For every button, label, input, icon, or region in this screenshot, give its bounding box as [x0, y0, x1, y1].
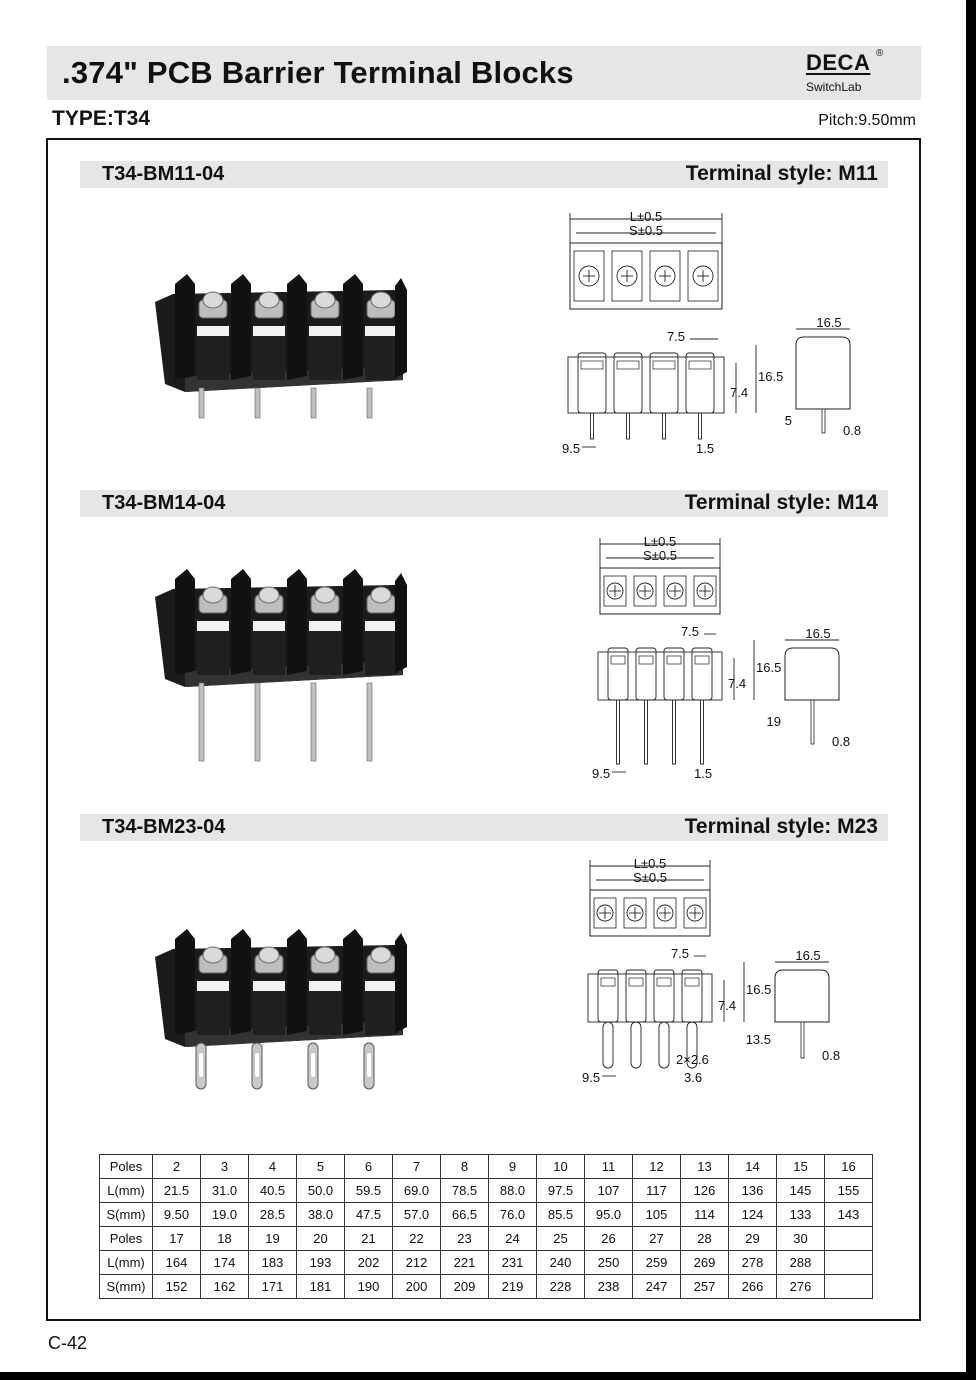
barrier-wall: [175, 569, 195, 675]
terminal-window: [309, 326, 341, 336]
table-cell: 107: [585, 1179, 633, 1203]
table-cell: 27: [633, 1227, 681, 1251]
table-cell: 164: [153, 1251, 201, 1275]
table-cell: 5: [297, 1155, 345, 1179]
front-screw: [695, 656, 709, 664]
drawing-svg: [560, 205, 880, 460]
table-cell: 8: [441, 1155, 489, 1179]
table-row: [100, 1275, 873, 1299]
dimension-label: S±0.5: [633, 870, 667, 885]
front-screw: [667, 656, 681, 664]
barrier-wall: [231, 569, 251, 675]
product-photo: [150, 925, 410, 1095]
pcb-pin: [255, 683, 260, 761]
pin-slot: [199, 1053, 203, 1077]
table-cell: 238: [585, 1275, 633, 1299]
dimension-drawing: [575, 852, 885, 1100]
table-cell: 28.5: [249, 1203, 297, 1227]
screw-head: [371, 947, 391, 963]
table-cell: 21: [345, 1227, 393, 1251]
terminal-cavity: [253, 631, 285, 675]
dimension-label: 7.5: [680, 624, 700, 639]
table-cell: 124: [729, 1203, 777, 1227]
table-cell: 2: [153, 1155, 201, 1179]
terminal-cavity: [197, 991, 229, 1035]
front-pin: [645, 700, 648, 764]
table-cell: 174: [201, 1251, 249, 1275]
table-cell: 181: [297, 1275, 345, 1299]
row-label: Poles: [100, 1227, 153, 1251]
table-cell: 3: [201, 1155, 249, 1179]
table-cell: 6: [345, 1155, 393, 1179]
terminal-cavity: [197, 631, 229, 675]
row-label: S(mm): [100, 1275, 153, 1299]
pcb-pin: [311, 683, 316, 761]
table-cell: 95.0: [585, 1203, 633, 1227]
table-cell: 250: [585, 1251, 633, 1275]
terminal-cavity: [309, 991, 341, 1035]
terminal-window: [197, 981, 229, 991]
table-cell: 9.50: [153, 1203, 201, 1227]
product-photo: [150, 270, 410, 420]
table-cell: 66.5: [441, 1203, 489, 1227]
barrier-wall: [231, 929, 251, 1035]
table-cell: 13: [681, 1155, 729, 1179]
table-cell: 117: [633, 1179, 681, 1203]
dimension-label: 16.5: [795, 948, 821, 963]
table-cell: 136: [729, 1179, 777, 1203]
pcb-pin: [311, 388, 316, 418]
table-cell: 200: [393, 1275, 441, 1299]
section-header: [80, 814, 888, 841]
pin-slot: [367, 1053, 371, 1077]
spec-table: [99, 1154, 873, 1299]
side-view: [775, 970, 829, 1022]
front-pin: [627, 413, 630, 439]
barrier-wall: [287, 569, 307, 675]
terminal-window: [197, 326, 229, 336]
section-header: [80, 490, 888, 517]
brand-name: DECA: [806, 50, 871, 75]
barrier-wall: [231, 274, 251, 380]
terminal-cavity: [197, 336, 229, 380]
table-cell: 85.5: [537, 1203, 585, 1227]
terminal-cavity: [365, 336, 397, 380]
screw-head: [203, 587, 223, 603]
dimension-label: L±0.5: [643, 534, 677, 549]
dimension-label: L±0.5: [633, 856, 667, 871]
dimension-label: 16.5: [805, 626, 831, 641]
pcb-pin: [199, 683, 204, 761]
table-cell: 231: [489, 1251, 537, 1275]
part-number: T34-BM14-04: [102, 492, 226, 514]
terminal-window: [309, 981, 341, 991]
table-cell: 28: [681, 1227, 729, 1251]
side-pin: [801, 1022, 804, 1058]
terminal-cavity: [253, 336, 285, 380]
dimension-label: 3.6: [684, 1070, 703, 1085]
table-cell: 133: [777, 1203, 825, 1227]
dimension-label: 7.4: [730, 385, 749, 400]
table-cell: 288: [777, 1251, 825, 1275]
page-title: .374" PCB Barrier Terminal Blocks: [62, 55, 574, 90]
table-cell: 247: [633, 1275, 681, 1299]
table-cell: 162: [201, 1275, 249, 1299]
barrier-wall: [343, 929, 363, 1035]
table-cell: 278: [729, 1251, 777, 1275]
table-cell: 69.0: [393, 1179, 441, 1203]
type-label: TYPE:T34: [52, 107, 151, 130]
barrier-wall: [395, 933, 407, 1033]
table-cell: 26: [585, 1227, 633, 1251]
screw-head: [203, 947, 223, 963]
front-pin: [659, 1022, 669, 1068]
drawing-svg: [575, 852, 885, 1100]
table-row: [100, 1179, 873, 1203]
terminal-style: Terminal style: M14: [684, 491, 878, 514]
dimension-label: 16.5: [816, 315, 842, 330]
front-screw: [601, 978, 615, 986]
barrier-wall: [175, 929, 195, 1035]
front-pin: [603, 1022, 613, 1068]
product-photo: [150, 565, 410, 770]
dimension-label: 2×2.6: [676, 1052, 709, 1067]
front-screw: [581, 361, 603, 369]
table-cell: 10: [537, 1155, 585, 1179]
pin-slot: [255, 1053, 259, 1077]
part-number: T34-BM11-04: [102, 163, 225, 185]
front-screw: [617, 361, 639, 369]
terminal-cavity: [253, 991, 285, 1035]
dimension-label: 0.8: [832, 734, 851, 749]
terminal-cavity: [365, 631, 397, 675]
table-cell: 152: [153, 1275, 201, 1299]
side-view: [785, 648, 839, 700]
dimension-label: 1.5: [694, 766, 713, 780]
dimension-label: 1.5: [696, 441, 715, 456]
barrier-wall: [395, 573, 407, 673]
screw-head: [315, 292, 335, 308]
row-label: L(mm): [100, 1251, 153, 1275]
pin-slot: [311, 1053, 315, 1077]
front-screw: [685, 978, 699, 986]
screw-head: [259, 292, 279, 308]
dimension-label: 19: [766, 714, 781, 729]
screw-head: [203, 292, 223, 308]
front-screw: [611, 656, 625, 664]
table-cell: 20: [297, 1227, 345, 1251]
table-cell: 25: [537, 1227, 585, 1251]
screw-head: [315, 947, 335, 963]
row-label: Poles: [100, 1155, 153, 1179]
terminal-cavity: [365, 991, 397, 1035]
terminal-window: [197, 621, 229, 631]
front-pin: [617, 700, 620, 764]
table-cell: 14: [729, 1155, 777, 1179]
scan-edge: [966, 0, 976, 1380]
table-cell: 31.0: [201, 1179, 249, 1203]
terminal-window: [365, 981, 397, 991]
table-cell: 209: [441, 1275, 489, 1299]
table-cell: 21.5: [153, 1179, 201, 1203]
table-cell: 30: [777, 1227, 825, 1251]
table-cell: 126: [681, 1179, 729, 1203]
pcb-pin: [199, 388, 204, 418]
terminal-window: [309, 621, 341, 631]
table-cell: 17: [153, 1227, 201, 1251]
front-screw: [689, 361, 711, 369]
screw-head: [315, 587, 335, 603]
table-cell: 97.5: [537, 1179, 585, 1203]
dimension-label: 9.5: [562, 441, 581, 456]
part-number: T34-BM23-04: [102, 816, 226, 838]
brand-logo: [806, 50, 896, 94]
terminal-window: [253, 326, 285, 336]
front-screw: [629, 978, 643, 986]
table-cell: 78.5: [441, 1179, 489, 1203]
page-number: C-42: [48, 1333, 88, 1353]
table-cell: [825, 1275, 873, 1299]
barrier-wall: [343, 274, 363, 380]
dimension-label: 9.5: [592, 766, 611, 780]
terminal-window: [365, 326, 397, 336]
table-cell: [825, 1251, 873, 1275]
table-cell: 47.5: [345, 1203, 393, 1227]
table-cell: 257: [681, 1275, 729, 1299]
table-cell: 18: [201, 1227, 249, 1251]
dimension-label: L±0.5: [629, 209, 663, 224]
terminal-window: [365, 621, 397, 631]
registered-mark: ®: [876, 48, 884, 59]
table-cell: 221: [441, 1251, 489, 1275]
table-cell: 114: [681, 1203, 729, 1227]
table-row: [100, 1251, 873, 1275]
dimension-drawing: [560, 205, 880, 460]
table-cell: 38.0: [297, 1203, 345, 1227]
dimension-label: S±0.5: [643, 548, 677, 563]
table-cell: 50.0: [297, 1179, 345, 1203]
table-cell: 171: [249, 1275, 297, 1299]
dimension-drawing: [585, 530, 885, 780]
pcb-pin: [255, 388, 260, 418]
dimension-label: 16.5: [758, 369, 784, 384]
side-view: [796, 337, 850, 409]
screw-head: [371, 587, 391, 603]
table-cell: 145: [777, 1179, 825, 1203]
barrier-wall: [287, 929, 307, 1035]
terminal-cavity: [309, 631, 341, 675]
dimension-label: 13.5: [745, 1032, 771, 1047]
table-cell: 143: [825, 1203, 873, 1227]
terminal-window: [253, 621, 285, 631]
front-pin: [591, 413, 594, 439]
scan-edge: [0, 1372, 976, 1380]
front-pin: [673, 700, 676, 764]
table-cell: 269: [681, 1251, 729, 1275]
table-cell: 228: [537, 1275, 585, 1299]
table-cell: 76.0: [489, 1203, 537, 1227]
front-pin: [701, 700, 704, 764]
table-cell: 23: [441, 1227, 489, 1251]
table-cell: 4: [249, 1155, 297, 1179]
front-screw: [653, 361, 675, 369]
table-cell: 259: [633, 1251, 681, 1275]
side-pin: [822, 409, 825, 433]
side-pin: [811, 700, 814, 744]
table-cell: 7: [393, 1155, 441, 1179]
table-cell: 11: [585, 1155, 633, 1179]
barrier-wall: [287, 274, 307, 380]
drawing-svg: [585, 530, 885, 780]
front-screw: [657, 978, 671, 986]
barrier-wall: [343, 569, 363, 675]
pcb-pin: [367, 388, 372, 418]
dimension-label: 16.5: [756, 660, 782, 675]
table-cell: 212: [393, 1251, 441, 1275]
table-row: [100, 1203, 873, 1227]
table-cell: [825, 1227, 873, 1251]
table-cell: 15: [777, 1155, 825, 1179]
pitch-label: Pitch:9.50mm: [818, 112, 916, 129]
section-header: [80, 161, 888, 188]
front-screw: [639, 656, 653, 664]
table-cell: 155: [825, 1179, 873, 1203]
table-cell: 88.0: [489, 1179, 537, 1203]
table-cell: 9: [489, 1155, 537, 1179]
barrier-wall: [175, 274, 195, 380]
terminal-style: Terminal style: M11: [685, 162, 878, 185]
front-pin: [663, 413, 666, 439]
table-cell: 240: [537, 1251, 585, 1275]
table-cell: 40.5: [249, 1179, 297, 1203]
table-cell: 276: [777, 1275, 825, 1299]
table-cell: 19.0: [201, 1203, 249, 1227]
table-cell: 12: [633, 1155, 681, 1179]
pcb-pin: [367, 683, 372, 761]
screw-head: [371, 292, 391, 308]
table-row: [100, 1227, 873, 1251]
dimension-label: 0.8: [822, 1048, 841, 1063]
row-label: L(mm): [100, 1179, 153, 1203]
terminal-cavity: [309, 336, 341, 380]
table-cell: 105: [633, 1203, 681, 1227]
dimension-label: 0.8: [843, 423, 862, 438]
dimension-label: 16.5: [746, 982, 772, 997]
screw-head: [259, 947, 279, 963]
table-cell: 183: [249, 1251, 297, 1275]
table-cell: 266: [729, 1275, 777, 1299]
terminal-window: [253, 981, 285, 991]
table-cell: 57.0: [393, 1203, 441, 1227]
table-cell: 19: [249, 1227, 297, 1251]
brand-subtitle: SwitchLab: [806, 80, 862, 94]
table-cell: 202: [345, 1251, 393, 1275]
dimension-label: S±0.5: [629, 223, 663, 238]
table-cell: 29: [729, 1227, 777, 1251]
table-cell: 193: [297, 1251, 345, 1275]
dimension-label: 5: [784, 413, 792, 428]
dimension-label: 7.5: [666, 329, 686, 344]
dimension-label: 9.5: [582, 1070, 601, 1085]
table-row: [100, 1155, 873, 1179]
terminal-style: Terminal style: M23: [684, 815, 878, 838]
front-pin: [699, 413, 702, 439]
front-pin: [631, 1022, 641, 1068]
dimension-label: 7.4: [728, 676, 747, 691]
table-cell: 190: [345, 1275, 393, 1299]
table-cell: 24: [489, 1227, 537, 1251]
row-label: S(mm): [100, 1203, 153, 1227]
dimension-label: 7.5: [670, 946, 690, 961]
dimension-label: 7.4: [718, 998, 737, 1013]
barrier-wall: [395, 278, 407, 378]
screw-head: [259, 587, 279, 603]
table-cell: 16: [825, 1155, 873, 1179]
table-cell: 219: [489, 1275, 537, 1299]
table-cell: 22: [393, 1227, 441, 1251]
table-cell: 59.5: [345, 1179, 393, 1203]
